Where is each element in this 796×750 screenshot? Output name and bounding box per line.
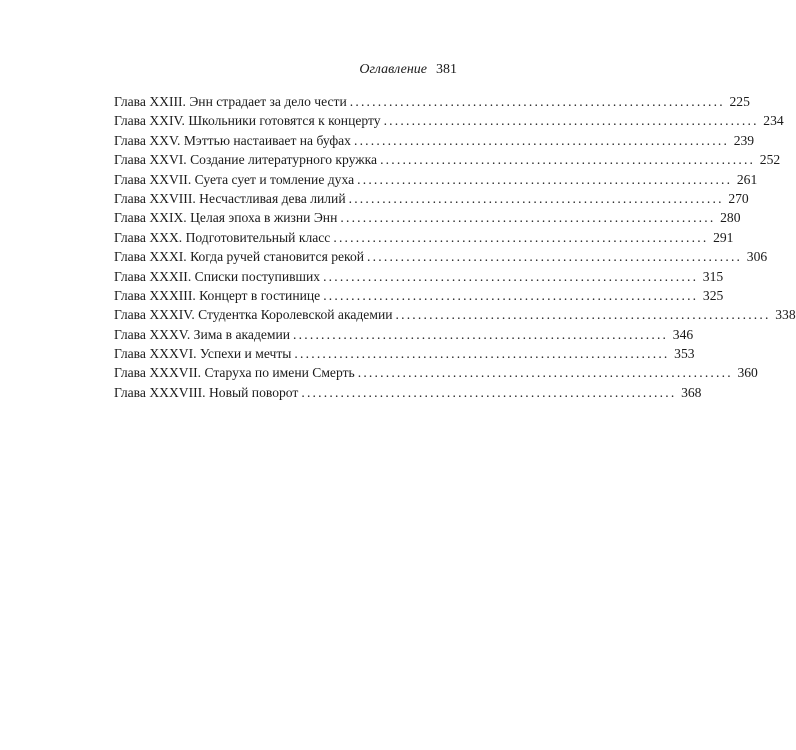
toc-entry xyxy=(114,305,796,324)
toc-entry-title: Глава XXVI. Создание литературного кружка xyxy=(114,152,378,168)
toc-entry xyxy=(114,111,784,130)
toc-entry-title: Глава XXXVIII. Новый поворот xyxy=(114,384,299,400)
toc-entry-page: 338 xyxy=(775,307,796,323)
toc-entry-page: 270 xyxy=(728,190,749,206)
toc-entry-page: 239 xyxy=(733,132,755,148)
toc-entry xyxy=(114,228,734,247)
table-of-contents xyxy=(114,92,796,402)
toc-entry-title: Глава XXXV. Зима в академии xyxy=(114,326,291,342)
toc-entry-title: Глава XXVIII. Несчастливая дева лилий xyxy=(114,190,346,206)
toc-entry xyxy=(114,170,758,189)
toc-entry-title: Глава XXXIV. Студентка Королевской академии xyxy=(114,307,393,323)
page-number: 381 xyxy=(436,62,457,77)
toc-entry xyxy=(114,383,702,402)
toc-dot-leader: ................................................................... xyxy=(323,268,699,284)
toc-entry-page: 346 xyxy=(672,326,694,342)
toc-dot-leader: ................................................................... xyxy=(333,229,709,245)
toc-entry-title: Глава XXIX. Целая эпоха в жизни Энн xyxy=(114,210,338,226)
toc-dot-leader: ................................................................... xyxy=(395,307,771,323)
toc-entry-page: 360 xyxy=(737,365,758,381)
toc-entry xyxy=(114,208,741,227)
running-head-title: Оглавление xyxy=(359,62,427,77)
toc-entry-title: Глава XXXVI. Успехи и мечты xyxy=(114,346,292,362)
toc-entry-page: 325 xyxy=(702,287,724,303)
toc-entry xyxy=(114,92,750,111)
toc-dot-leader: ................................................................... xyxy=(293,326,669,342)
toc-entry xyxy=(114,363,758,382)
toc-entry-page: 353 xyxy=(674,346,695,362)
toc-dot-leader: ................................................................... xyxy=(323,287,699,303)
toc-entry-title: Глава XXXIII. Концерт в гостинице xyxy=(114,287,321,303)
toc-dot-leader: ................................................................... xyxy=(340,210,716,226)
toc-dot-leader: ................................................................... xyxy=(367,249,743,265)
toc-dot-leader: ................................................................... xyxy=(348,190,724,206)
toc-entry-page: 234 xyxy=(763,113,784,129)
toc-entry-page: 306 xyxy=(746,249,768,265)
toc-entry xyxy=(114,189,749,208)
toc-entry-page: 261 xyxy=(736,171,758,187)
toc-entry-title: Глава XXXII. Списки поступивших xyxy=(114,268,321,284)
toc-entry-title: Глава XXXVII. Старуха по имени Смерть xyxy=(114,365,355,381)
toc-entry-title: Глава XXXI. Когда ручей становится рекой xyxy=(114,249,365,265)
toc-dot-leader: ................................................................... xyxy=(349,94,725,109)
toc-entry xyxy=(114,344,695,363)
toc-dot-leader: ................................................................... xyxy=(380,152,756,168)
toc-dot-leader: ................................................................... xyxy=(357,365,733,381)
toc-entry xyxy=(114,247,768,266)
toc-entry-page: 368 xyxy=(681,384,702,400)
toc-entry xyxy=(114,131,755,150)
running-head xyxy=(359,62,457,78)
toc-entry-title: Глава XXIII. Энн страдает за дело чести xyxy=(114,94,347,109)
toc-entry-page: 280 xyxy=(720,210,741,226)
toc-entry xyxy=(114,286,724,305)
toc-dot-leader: ................................................................... xyxy=(294,346,670,362)
toc-entry xyxy=(114,325,694,344)
toc-entry-title: Глава XXIV. Школьники готовятся к концерту xyxy=(114,113,381,129)
toc-entry-title: Глава XXV. Мэттью настаивает на буфах xyxy=(114,132,351,148)
toc-entry-page: 291 xyxy=(713,229,734,245)
toc-entry-title: Глава XXVII. Суета сует и томление духа xyxy=(114,171,355,187)
toc-entry xyxy=(114,150,781,169)
toc-entry-title: Глава XXX. Подготовительный класс xyxy=(114,229,331,245)
toc-dot-leader: ................................................................... xyxy=(301,384,677,400)
toc-entry xyxy=(114,267,724,286)
toc-dot-leader: ................................................................... xyxy=(353,132,730,148)
toc-entry-page: 252 xyxy=(759,152,781,168)
toc-entry-page: 315 xyxy=(702,268,724,284)
toc-dot-leader: ................................................................... xyxy=(357,171,733,187)
toc-dot-leader: ................................................................... xyxy=(383,113,759,129)
toc-entry-page: 225 xyxy=(729,94,750,109)
